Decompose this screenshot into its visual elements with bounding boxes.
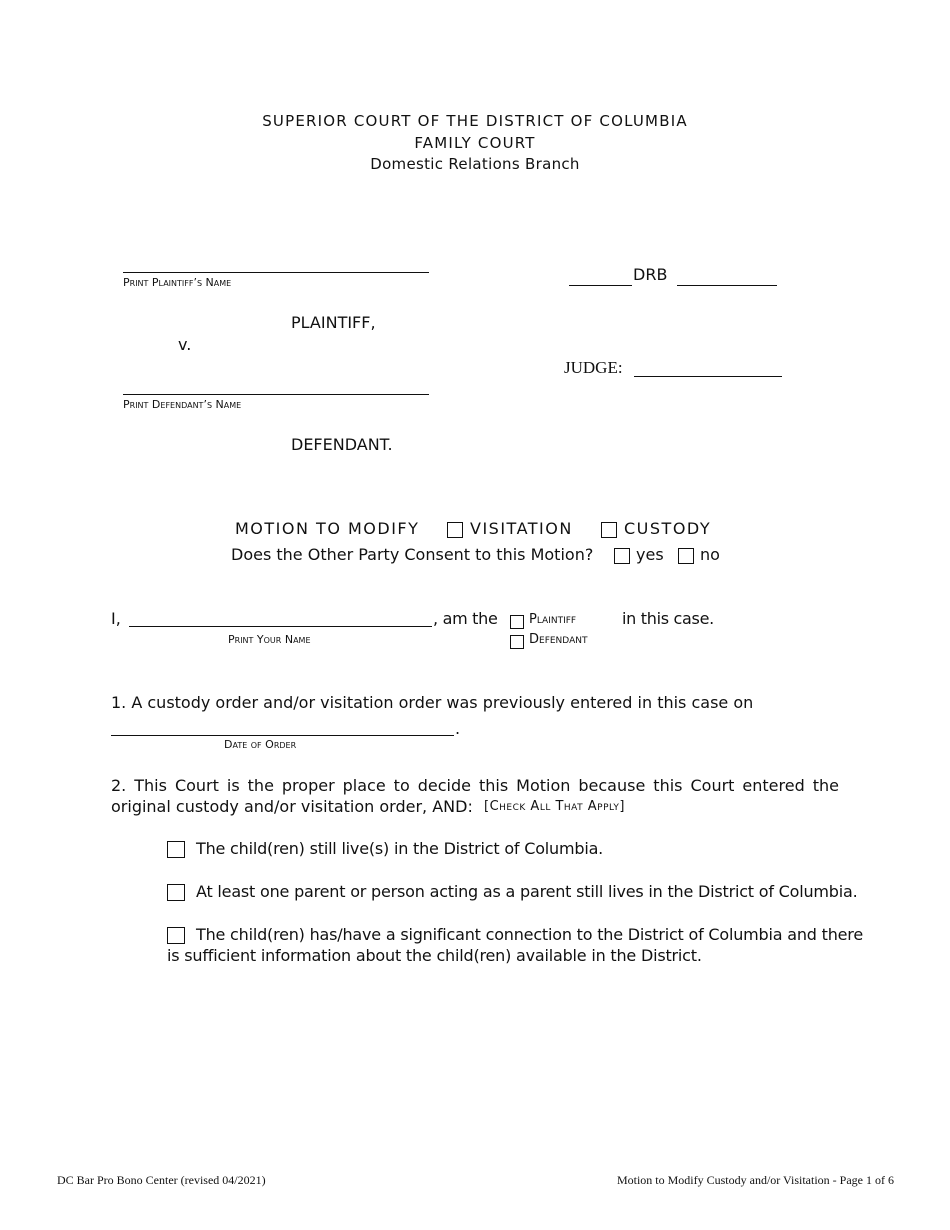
plaintiff-checkbox[interactable] <box>510 612 528 631</box>
visitation-checkbox[interactable] <box>447 521 467 540</box>
para2-line2: original custody and/or visitation order, AND: <box>111 797 473 816</box>
para2-line1: 2. This Court is the proper place to decide this Motion because this Court entered the <box>111 776 839 795</box>
motion-title: MOTION TO MODIFY <box>235 519 420 538</box>
plaintiff-word: PLAINTIFF, <box>291 313 376 332</box>
intro-suffix: in this case. <box>622 609 714 628</box>
option-3-checkbox[interactable] <box>167 927 189 946</box>
defendant-name-label: Print Defendant’s Name <box>123 398 242 411</box>
option-2-label: At least one parent or person acting as a parent still lives in the District of Columbia. <box>196 882 858 901</box>
custody-checkbox[interactable] <box>601 521 621 540</box>
order-date-line[interactable] <box>111 735 454 736</box>
division-name: FAMILY COURT <box>414 134 536 152</box>
para1-text: 1. A custody order and/or visitation order was previously entered in this case on <box>111 693 754 712</box>
plaintiff-name-label: Print Plaintiff’s Name <box>123 276 232 289</box>
defendant-name-line[interactable] <box>123 394 429 395</box>
consent-no-label: no <box>700 545 720 564</box>
footer-left: DC Bar Pro Bono Center (revised 04/2021) <box>57 1173 266 1187</box>
option-3-label-line1: The child(ren) has/have a significant connection to the District of Columbia and there <box>196 925 863 944</box>
judge-line[interactable] <box>634 376 782 377</box>
defendant-option-label: Defendant <box>529 632 588 647</box>
court-name: SUPERIOR COURT OF THE DISTRICT OF COLUMBIA <box>262 112 688 130</box>
judge-label: JUDGE: <box>564 358 623 377</box>
intro-middle: , am the <box>433 609 498 628</box>
plaintiff-option-label: Plaintiff <box>529 612 577 627</box>
consent-yes-checkbox[interactable] <box>614 547 634 566</box>
footer-right: Motion to Modify Custody and/or Visitation - Page 1 of 6 <box>616 1173 894 1187</box>
your-name-line[interactable] <box>129 626 432 627</box>
para1-end: . <box>455 719 461 738</box>
custody-label: CUSTODY <box>624 519 712 538</box>
order-date-label: Date of Order <box>224 738 297 751</box>
intro-prefix: I, <box>111 609 121 628</box>
para2-note: [Check All That Apply] <box>484 799 625 814</box>
visitation-label: VISITATION <box>470 519 573 538</box>
defendant-checkbox[interactable] <box>510 632 528 651</box>
option-1-checkbox[interactable] <box>167 841 189 860</box>
defendant-word: DEFENDANT. <box>291 435 393 454</box>
option-3-label-line2: is sufficient information about the child(ren) available in the District. <box>167 946 702 965</box>
versus: v. <box>178 335 192 354</box>
your-name-label: Print Your Name <box>228 633 311 646</box>
option-1-label: The child(ren) still live(s) in the District of Columbia. <box>196 839 604 858</box>
branch-name: Domestic Relations Branch <box>370 155 580 173</box>
consent-question: Does the Other Party Consent to this Motion? <box>231 545 594 564</box>
option-2-checkbox[interactable] <box>167 884 189 903</box>
consent-yes-label: yes <box>636 545 664 564</box>
plaintiff-name-line[interactable] <box>123 272 429 273</box>
consent-no-checkbox[interactable] <box>678 547 698 566</box>
case-number-line[interactable] <box>677 285 777 286</box>
drb-label: DRB <box>633 265 668 284</box>
case-number-prefix-line[interactable] <box>569 285 632 286</box>
